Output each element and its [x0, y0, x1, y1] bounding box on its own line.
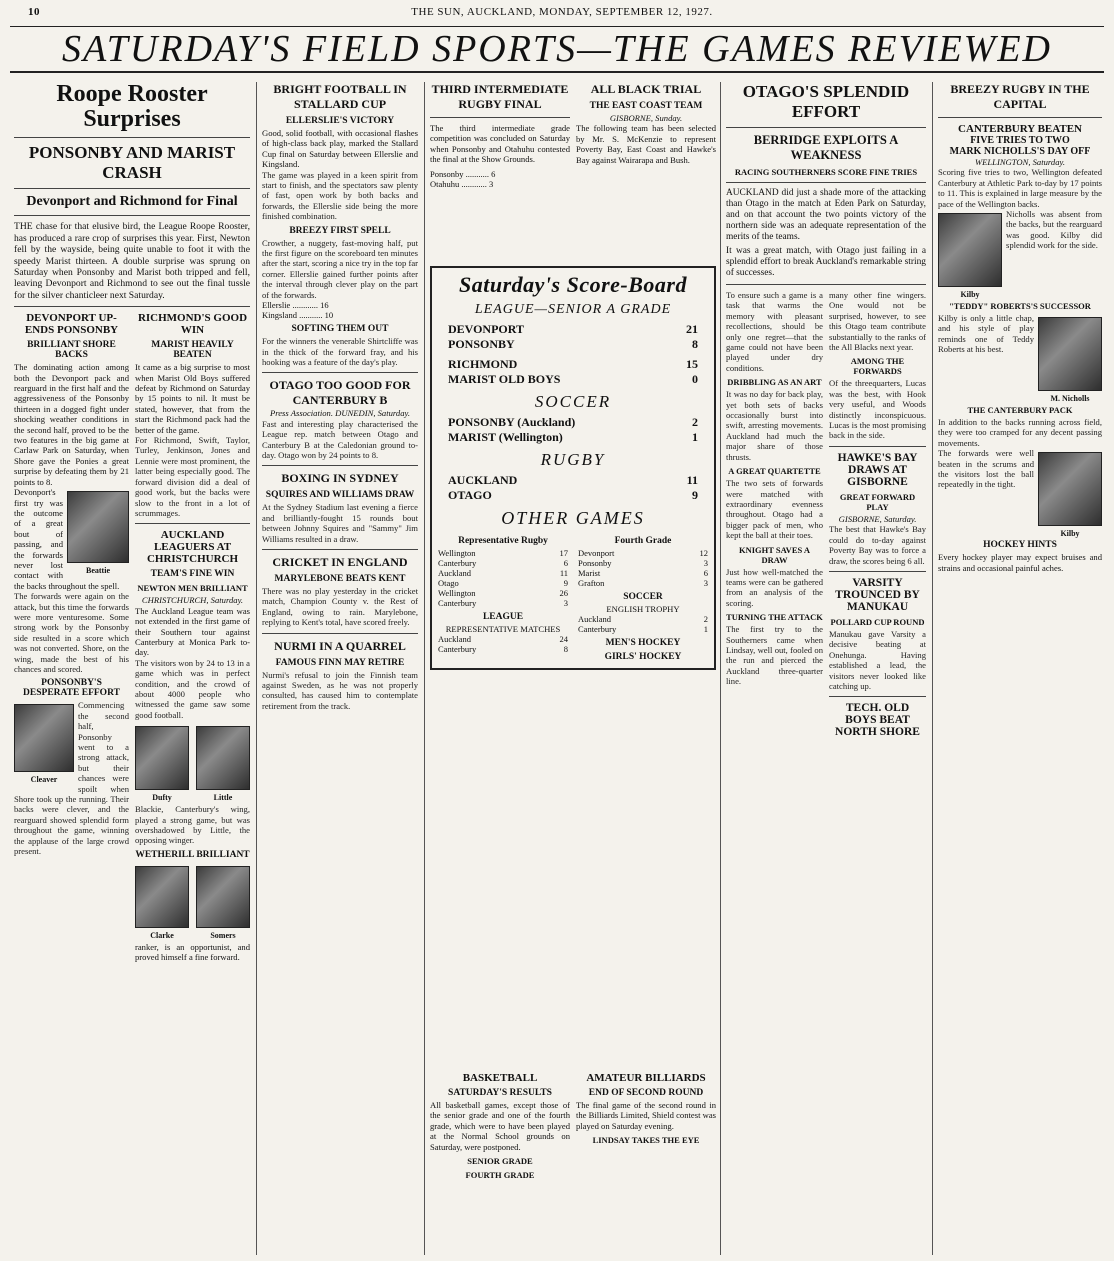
story-text: ranker, is an opportunist, and proved himself a fine forward. — [135, 941, 250, 963]
headline-auckland-leaguers: AUCKLAND LEAGUERS AT CHRISTCHURCH — [146, 529, 239, 566]
score-ponsonby: Ponsonby ........... 6 — [430, 168, 496, 179]
photo-caption: Kilby — [960, 290, 980, 300]
result-row: Wellington 26 — [438, 588, 568, 598]
dateline: GISBORNE, Sunday. — [609, 113, 683, 123]
story-text: The final game of the second round in the Billiards Limited, Shield contest was played on Saturday evening. — [576, 1100, 716, 1131]
story-text: It was a great match, with Otago just failing in a splendid effort to break Auckland's remarkable string of successes. — [726, 246, 926, 278]
photo-kilby — [938, 213, 1002, 300]
subhead-mark-nicholls: MARK NICHOLLS'S DAY OFF — [949, 146, 1091, 157]
headline-third-intermediate: THIRD INTERMEDIATE RUGBY FINAL — [431, 82, 569, 111]
story-text: It came as a big surprise to most when Marist Old Boys suffered defeat by Richmond on Saturday by 15 points to nil. It must be stated, however, that from the start the Richmond pack had the better of the game. — [135, 362, 250, 435]
score-otahuhu: Otahuhu ............ 3 — [430, 178, 494, 189]
subhead-devonport-richmond: Devonport and Richmond for Final — [26, 194, 238, 210]
story-text: The following team has been selected by Mr. S. McKenzie to represent Poverty Bay, East Coast and Hawke's Bay against Wairarapa and Bush. — [576, 123, 716, 165]
subhead-east-coast: THE EAST COAST TEAM — [589, 101, 703, 111]
story-text: The third intermediate grade competition was concluded on Saturday when Ponsonby and Otahuhu contested the final at the Show Grounds. — [430, 123, 570, 165]
headline-tech-old-boys: TECH. OLD BOYS BEAT NORTH SHORE — [835, 702, 920, 739]
subhead-saturdays-results: SATURDAY'S RESULTS — [448, 1088, 552, 1098]
headline-hawkes-bay: HAWKE'S BAY DRAWS AT GISBORNE — [837, 451, 918, 488]
photo-caption: Dufty — [152, 793, 172, 803]
photo-caption: Cleaver — [30, 775, 58, 785]
dateline: WELLINGTON, Saturday. — [974, 157, 1065, 167]
subhead-brilliant-shore-backs: BRILLIANT SHORE BACKS — [27, 340, 116, 361]
result-row: AUCKLAND 11 — [448, 473, 698, 487]
subhead-squires-williams: SQUIRES AND WILLIAMS DRAW — [265, 490, 415, 501]
result-row: Auckland 11 — [438, 568, 568, 578]
rep-rugby-heading: Representative Rugby — [458, 536, 548, 546]
photo-dufty — [135, 726, 189, 803]
subhead-great-forward: GREAT FORWARD PLAY — [839, 491, 916, 512]
fourth-grade-heading: Fourth Grade — [614, 536, 672, 546]
result-row: Ponsonby 3 — [578, 558, 708, 568]
result-row: Canterbury 6 — [438, 558, 568, 568]
photo-clarke — [135, 866, 189, 940]
subhead-pollard-cup: POLLARD CUP ROUND — [830, 616, 925, 627]
soccer-subheading: ENGLISH TROPHY — [606, 604, 680, 614]
headline-nurmi: NURMI IN A QUARREL — [274, 638, 406, 653]
story-text: The dominating action among both the Devonport pack and rearguard in the first half and the aggressiveness of the Ponsonby thirteen in a dogged fight under shocking weather conditions in the second half, proved to be the two features in the big game at Carlaw Park on Saturday, when Shore gave the Ponies a great surprise by defeating them by 21 points to 8. — [14, 362, 129, 487]
results-left — [438, 532, 568, 664]
result-row: MARIST (Wellington) 1 — [448, 430, 698, 444]
subhead-fourth-grade: FOURTH GRADE — [465, 1170, 535, 1181]
photo-somers — [196, 866, 250, 940]
dateline: GISBORNE, Saturday. — [838, 513, 917, 524]
column-rule — [932, 82, 933, 1255]
subhead-softing: SOFTING THEM OUT — [291, 324, 389, 335]
result-row: Canterbury 1 — [578, 624, 708, 635]
headline-varsity-trounced: VARSITY TROUNCED BY MANUKAU — [835, 576, 920, 613]
column-rule — [424, 82, 425, 1255]
subhead-newton-brilliant: NEWTON MEN BRILLIANT — [137, 583, 248, 594]
column-rule — [256, 82, 257, 1255]
column-billiards — [576, 1072, 716, 1255]
subhead-knight-saves: KNIGHT SAVES A DRAW — [738, 544, 811, 565]
subhead-racing-southerners: RACING SOUTHERNERS SCORE FINE TRIES — [734, 167, 918, 177]
lead-paragraph: THE chase for that elusive bird, the League Roope Rooster, has produced a rare crop of surprises this year. First, Newton fell by the wayside, being quite unable to foot it with the speedy Marist thirteen. A double surprise was sprung on Saturday when Ponsonby and Marist both tripped and fell, leaving Devonport and Richmond to see out the final tussle for the silver chanticleer next Saturday. — [14, 221, 250, 301]
story-text: Devonport's first try was the outcome of a great bout of passing, and the forwards never lost contact with the backs throughout the spell. — [14, 487, 120, 591]
subhead-marylebone: MARYLEBONE BEATS KENT — [274, 573, 406, 584]
headline-roope-rooster: Roope Rooster Surprises — [56, 82, 208, 133]
column-otago-effort — [726, 82, 926, 1255]
subhead-five-tries: FIVE TRIES TO TWO — [970, 135, 1070, 146]
result-row: Otago 9 — [438, 578, 568, 588]
masthead-line: THE SUN, AUCKLAND, MONDAY, SEPTEMBER 12, 1927. — [411, 6, 713, 18]
result-row: MARIST OLD BOYS 0 — [448, 372, 698, 386]
column-third-intermediate — [430, 82, 570, 252]
results-right — [578, 532, 708, 664]
result-row: DEVONPORT 21 — [448, 322, 698, 336]
mens-hockey-heading: MEN'S HOCKEY — [605, 638, 681, 649]
masthead — [28, 4, 1096, 26]
column-rule — [720, 82, 721, 1255]
headline-all-black-trial: ALL BLACK TRIAL — [590, 82, 702, 96]
subhead-lindsay: LINDSAY TAKES THE EYE — [592, 1135, 700, 1146]
result-row: Auckland 24 — [438, 634, 568, 645]
result-row: Canterbury 3 — [438, 598, 568, 608]
headline-boxing-sydney: BOXING IN SYDNEY — [281, 471, 399, 486]
result-row: Auckland 2 — [578, 614, 708, 625]
subhead-teams-fine-win: TEAM'S FINE WIN — [150, 569, 235, 580]
league-heading: LEAGUE — [482, 612, 524, 622]
subhead-hockey-hints: HOCKEY HINTS — [983, 540, 1057, 551]
soccer-heading: SOCCER — [534, 392, 612, 411]
result-row: PONSONBY (Auckland) 2 — [448, 415, 698, 429]
page-number: 10 — [28, 6, 40, 18]
result-row: Marist 6 — [578, 568, 708, 578]
subhead-wetherill: WETHERILL BRILLIANT — [135, 849, 250, 860]
headline-stallard-cup: BRIGHT FOOTBALL IN STALLARD CUP — [273, 82, 407, 111]
other-games-heading: OTHER GAMES — [501, 508, 645, 528]
photo-caption: Kilby — [1060, 529, 1080, 539]
story-text: All basketball games, except those of the senior grade and one of the fourth grade, which were to have been played at the Normal School grounds on Saturday, were postponed. — [430, 1100, 570, 1152]
photo-caption: Somers — [210, 930, 236, 940]
rugby-heading: RUGBY — [540, 450, 606, 469]
headline-richmond-good-win: RICHMOND'S GOOD WIN — [137, 312, 248, 337]
subhead-ponsonby-marist: PONSONBY AND MARIST CRASH — [28, 143, 236, 183]
result-row: Wellington 17 — [438, 548, 568, 558]
league-senior-a: LEAGUE—SENIOR A GRADE — [474, 302, 672, 317]
photo-caption: Little — [213, 793, 233, 803]
headline-otago-canterbury-b: OTAGO TOO GOOD FOR CANTERBURY B — [269, 378, 411, 408]
result-row: Grafton 3 — [578, 578, 708, 588]
subhead-breezy-first-spell: BREEZY FIRST SPELL — [289, 225, 391, 236]
dateline: CHRISTCHURCH, Saturday. — [141, 595, 244, 606]
column-stallard-cup: BRIGHT FOOTBALL IN STALLARD CUP ELLERSLIE'S VICTORY Good, solid football, with occasional flashes of high-class back play, marked the Stallard Cup final on Saturday between Ellerslie and Kingsland. The game was played in a keen spirit from start to finish, and the spectators saw plenty of fast, open work by both backs and forwards, the Ellerslie side being the more finished combination. BREEZY FIRST SPELL Crowther, a nuggety, fast-moving half, put the first figure on the scoreboard ten minutes after the start, scoring a nice try in the top far corner. Ellerslie gained further points after the interval through clever play on the part of the forwards. Ellerslie ............ 16 Kingsland ........... 10 SOFTING THEM OUT For the winners the venerable Shirtcliffe was in the thick of the forward fray, and his hooking was a feature of the day's play. OTAGO TOO GOOD FOR CANTERBURY B Press Association. DUNEDIN, Saturday. Fast and interesting play characterised the League rep. match between Otago and Canterbury B at the Caledonian ground to-day. Otago won by 24 points to 8. BOXING IN SYDNEY SQUIRES AND WILLIAMS DRAW At the Sydney Stadium last evening a fierce and brilliantly-fought 15 rounds bout between Johnny Squires and "Sammy" Jim Williams resulted in a draw. CRICKET IN ENGLAND MARYLEBONE BEATS KENT There was no play yesterday in the cricket match, Champion County v. the Rest of England, owing to rain. Marylebone, replying to Kent's total, have scored freely. NURMI IN A QUARREL FAMOUS FINN MAY RETIRE Nurmi's refusal to join the Finnish team against Sweden, as he was not properly consulted, has caused him to contemplate retirement from the track. — [262, 82, 418, 711]
subhead-famous-finn: FAMOUS FINN MAY RETIRE — [275, 657, 405, 668]
girls-hockey-heading: GIRLS' HOCKEY — [604, 652, 682, 663]
result-row: RICHMOND 15 — [448, 357, 698, 371]
subhead-senior-grade: SENIOR GRADE — [467, 1156, 533, 1167]
subhead-teddy-roberts: "TEDDY" ROBERTS'S SUCCESSOR — [949, 301, 1091, 312]
photo-little — [196, 726, 250, 803]
headline-cricket-england: CRICKET IN ENGLAND — [272, 554, 408, 569]
photo-kilby-2 — [1038, 452, 1102, 539]
subhead-dribbling: DRIBBLING AS AN ART — [727, 377, 822, 388]
subcolumn-richmond: RICHMOND'S GOOD WIN MARIST HEAVILY BEATEN It came as a big surprise to most when Marist Old Boys suffered defeat by Richmond on Saturday by 15 points to nil. It must be stated, however, that from the start the Richmond pack had the better of the game. For Richmond, Swift, Taylor, Turley, Jenkinson, Jones and Lennie were most prominent, the latter being especially good. The forward division did a deal of good work, but the backs were slow to the front in a lot of scrummages. AUCKLAND LEAGUERS AT CHRISTCHURCH TEAM'S FINE WIN NEWTON MEN BRILLIANT CHRISTCHURCH, Saturday. The Auckland League team was not extended in the first game of their Southern tour against Canterbury at Monica Park to-day. The visitors won by 24 to 13 in a game which was in perfect condition, and the crowd of about 4000 people who witnessed the game saw some good football. Dufty Little Blackie, Canterbury's wing, played a strong game, but was overshadowed by Little, the opposing winger. WETHERILL BRILLIANT Clarke Somers ranker, is an opportunist, and proved himself a fine forward. — [135, 312, 250, 963]
subhead-marist-beaten: MARIST HEAVILY BEATEN — [151, 340, 234, 361]
dateline: Press Association. DUNEDIN, Saturday. — [269, 408, 411, 419]
score-ellerslie: Ellerslie ............ 16 — [262, 300, 329, 311]
subcolumn-otago-1: To ensure such a game is a task that warms the memory with pleasant recollections, should be only one regret—that the game could not have been played under dry conditions. DRIBBLING AS AN ART It was no day for back play, yet both sets of backs occasionally burst into swift, arresting movements. Auckland had much the major share of those thrusts. A GREAT QUARTETTE The two sets of forwards were matched with extraordinary evenness throughout. Otago had a bigger pack of men, who kept the ball at their toes. KNIGHT SAVES A DRAW Just how well-matched the teams were can be gathered from an analysis of the scoring. TURNING THE ATTACK The first try to the Southerners came when Lindsay, well out, fooled on the run and pierced the Auckland three-quarter line. — [726, 290, 823, 687]
result-row: Canterbury 8 — [438, 644, 568, 655]
column-all-black-trial — [576, 82, 716, 252]
column-capital-rugby: BREEZY RUGBY IN THE CAPITAL CANTERBURY BEATEN FIVE TRIES TO TWO MARK NICHOLLS'S DAY OFF WELLINGTON, Saturday. Scoring five tries to two, Wellington defeated Canterbury at Athletic Park to-day by 17 points to 11. This is explained in large measure by the pace of the Wellington backs. Kilby Nicholls was absent from the backs, but the rearguard was good. Kilby did splendid work for the side. "TEDDY" ROBERTS'S SUCCESSOR M. Nicholls Kilby is only a little chap, and his style of play reminds one of Teddy Roberts at his best. THE CANTERBURY PACK In addition to the backs running across field, they were too cramped for any decent passing movements. Kilby The forwards were well beaten in the scrums and the visitors lost the ball repeatedly in the tight. HOCKEY HINTS Every hockey player may expect bruises and strains and occasional painful aches. — [938, 82, 1102, 573]
subhead-ponsonby-desperate: PONSONBY'S DESPERATE EFFORT — [23, 678, 120, 699]
headline-basketball: BASKETBALL — [462, 1072, 538, 1084]
photo-beattie — [67, 491, 129, 576]
subcolumn-otago-2: many other fine wingers. One would not be surprised, however, to see this Otago team contribute substantially to the ranks of the All Blacks next year. AMONG THE FORWARDS Of the threequarters, Lucas was the best, with Hook very useful, and Woods distinctly inconspicuous. Lucas is the most promising back in the side. HAWKE'S BAY DRAWS AT GISBORNE GREAT FORWARD PLAY GISBORNE, Saturday. The best that Hawke's Bay could do to-day against Poverty Bay was to force a draw, the scores being 6 all. VARSITY TROUNCED BY MANUKAU POLLARD CUP ROUND Manukau gave Varsity a decisive beating at Onehunga. Having established a lead, the visitors never looked like catching up. TECH. OLD BOYS BEAT NORTH SHORE — [829, 290, 926, 739]
subhead-among-forwards: AMONG THE FORWARDS — [850, 356, 905, 377]
photo-cleaver — [14, 704, 74, 785]
photo-caption: M. Nicholls — [1050, 394, 1090, 404]
headline-billiards: AMATEUR BILLIARDS — [586, 1072, 706, 1084]
subhead-great-quartette: A GREAT QUARTETTE — [728, 466, 821, 477]
subhead-devonport-up-ends: DEVONPORT UP-ENDS PONSONBY — [24, 312, 119, 337]
headline-otago-effort: OTAGO'S SPLENDID EFFORT — [742, 82, 910, 121]
lead-paragraph: AUCKLAND did just a shade more of the attacking than Otago in the match at Eden Park on Saturday, and on that account the two points victory of the northern side was an adequate representation of the merits of the teams. — [726, 188, 926, 242]
column-roope-rooster — [14, 82, 250, 1255]
story-text: Every hockey player may expect bruises and strains and occasional painful aches. — [938, 552, 1102, 573]
scoreboard — [430, 262, 716, 1062]
subhead-berridge: BERRIDGE EXPLOITS A WEAKNESS — [753, 133, 899, 162]
result-row: OTAGO 9 — [448, 488, 698, 502]
result-row: PONSONBY 8 — [448, 337, 698, 351]
subhead-canterbury-beaten: CANTERBURY BEATEN — [958, 123, 1082, 135]
score-kingsland: Kingsland ........... 10 — [262, 310, 334, 321]
story-text: The Auckland League team was not extended in the first game of their Southern tour against Canterbury at Monica Park to-day. — [135, 605, 250, 658]
headline-breezy-rugby: BREEZY RUGBY IN THE CAPITAL — [950, 82, 1090, 111]
league-subheading: REPRESENTATIVE MATCHES — [445, 624, 561, 634]
subcolumn-devonport: DEVONPORT UP-ENDS PONSONBY BRILLIANT SHORE BACKS The dominating action among both the Devonport pack and rearguard in the first half and the aggressiveness of the Ponsonby thirteen in a dogged fight under shocking weather conditions in the second half, proved to be the two features in the big game at Carlaw Park on Saturday, when Shore gave the Ponies a great surprise by defeating them by 21 points to 8. Beattie Devonport's first try was the outcome of a great bout of passing, and the forwards never lost contact with the backs throughout the spell. The forwards were again on the attack, but this time the forwards were more venturesome. Some strong work by the Ponsonby side resulted in a score which was not converted. Shore, on the wing, made the best of his chances and scored. PONSONBY'S DESPERATE EFFORT Cleaver Commencing the second half, Ponsonby went to a strong attack, but their chances were spoilt when Shore took up the running. Their backs were clever, and the rearguard showed splendid form throughout the game, winning the applause of the large crowd present. — [14, 312, 129, 857]
soccer-heading-2: SOCCER — [623, 592, 663, 602]
scoreboard-title: Saturday's Score-Board — [459, 272, 687, 297]
subhead-second-round: END OF SECOND ROUND — [588, 1088, 704, 1098]
subhead-ellerslie: ELLERSLIE'S VICTORY — [285, 116, 395, 126]
banner-headline: SATURDAY'S FIELD SPORTS—THE GAMES REVIEWED — [10, 26, 1104, 73]
photo-caption: Beattie — [86, 566, 110, 576]
column-basketball — [430, 1072, 570, 1255]
subhead-turning-attack: TURNING THE ATTACK — [726, 612, 823, 623]
result-row: Devonport 12 — [578, 548, 708, 558]
subhead-canterbury-pack: THE CANTERBURY PACK — [967, 405, 1073, 416]
photo-nicholls — [1038, 317, 1102, 404]
photo-caption: Clarke — [150, 930, 174, 940]
story-text: Good, solid football, with occasional flashes of high-class back play, marked the Stallard Cup final on Saturday between Ellerslie and Kingsland. — [262, 128, 418, 170]
